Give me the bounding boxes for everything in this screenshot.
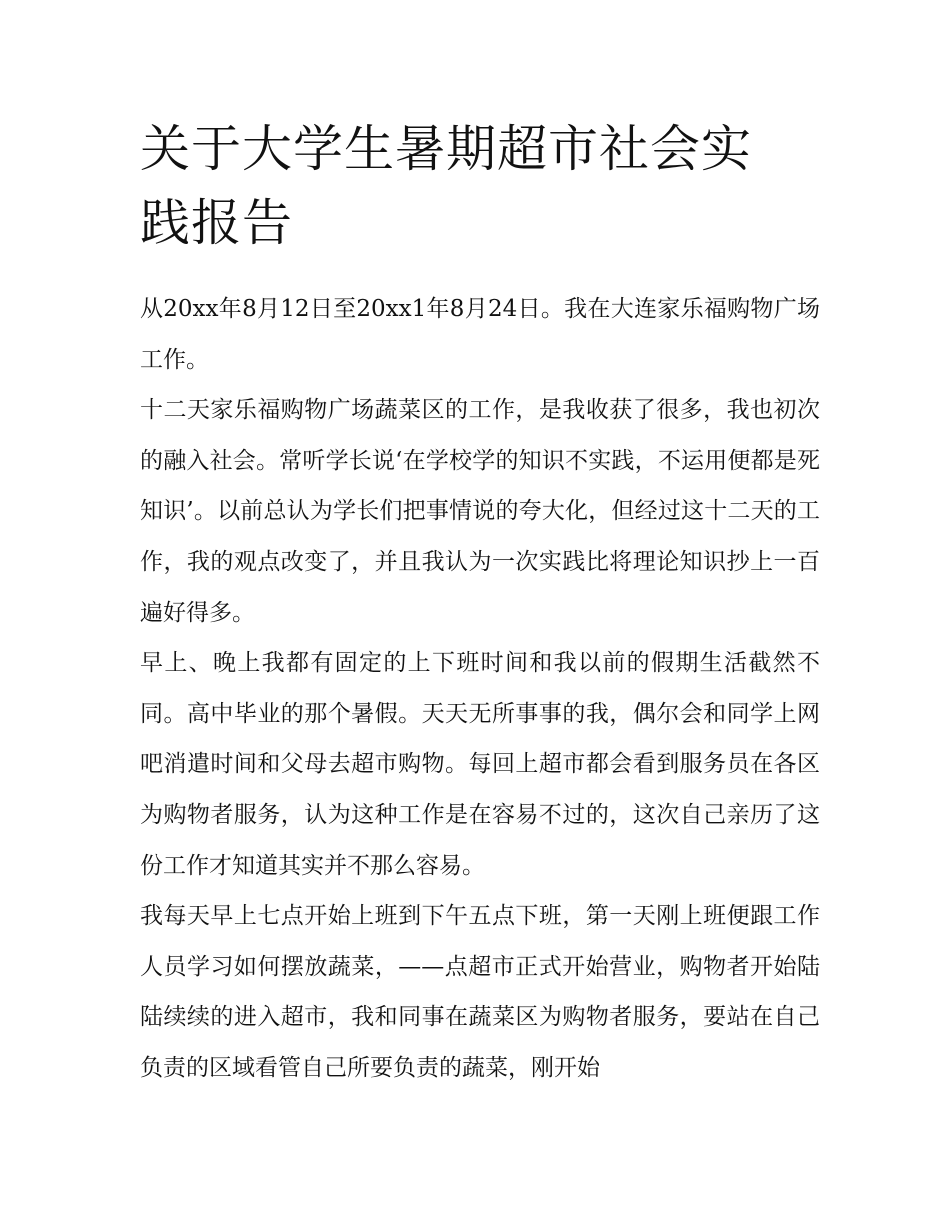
paragraph-1: 从20xx年8月12日至20xx1年8月24日。我在大连家乐福购物广场工作。 [140,296,820,373]
paragraph-4: 我每天早上七点开始上班到下午五点下班，第一天刚上班便跟工作人员学习如何摆放蔬菜，——点超市正式开始营业，购物者开始陆陆续续的进入超市，我和同事在蔬菜区为购物者服务，要站在自己负责的区域看管自己所要负责的蔬菜，刚开始 [140,903,820,1081]
paragraph-2: 十二天家乐福购物广场蔬菜区的工作，是我收获了很多，我也初次的融入社会。常听学长说‘在学校学的知识不实践，不运用便都是死知识’。以前总认为学长们把事情说的夸大化，但经过这十二天的工作，我的观点改变了，并且我认为一次实践比将理论知识抄上一百遍好得多。 [140,397,820,626]
document-title: 关于大学生暑期超市社会实践报告 [140,120,752,252]
document-content [140,112,820,1094]
document-body [140,284,820,1094]
paragraph-3: 早上、晚上我都有固定的上下班时间和我以前的假期生活截然不同。高中毕业的那个暑假。天天无所事事的我，偶尔会和同学上网吧消遣时间和父母去超市购物。每回上超市都会看到服务员在各区为购物者服务，认为这种工作是在容易不过的，这次自己亲历了这份工作才知道其实并不那么容易。 [140,650,820,879]
